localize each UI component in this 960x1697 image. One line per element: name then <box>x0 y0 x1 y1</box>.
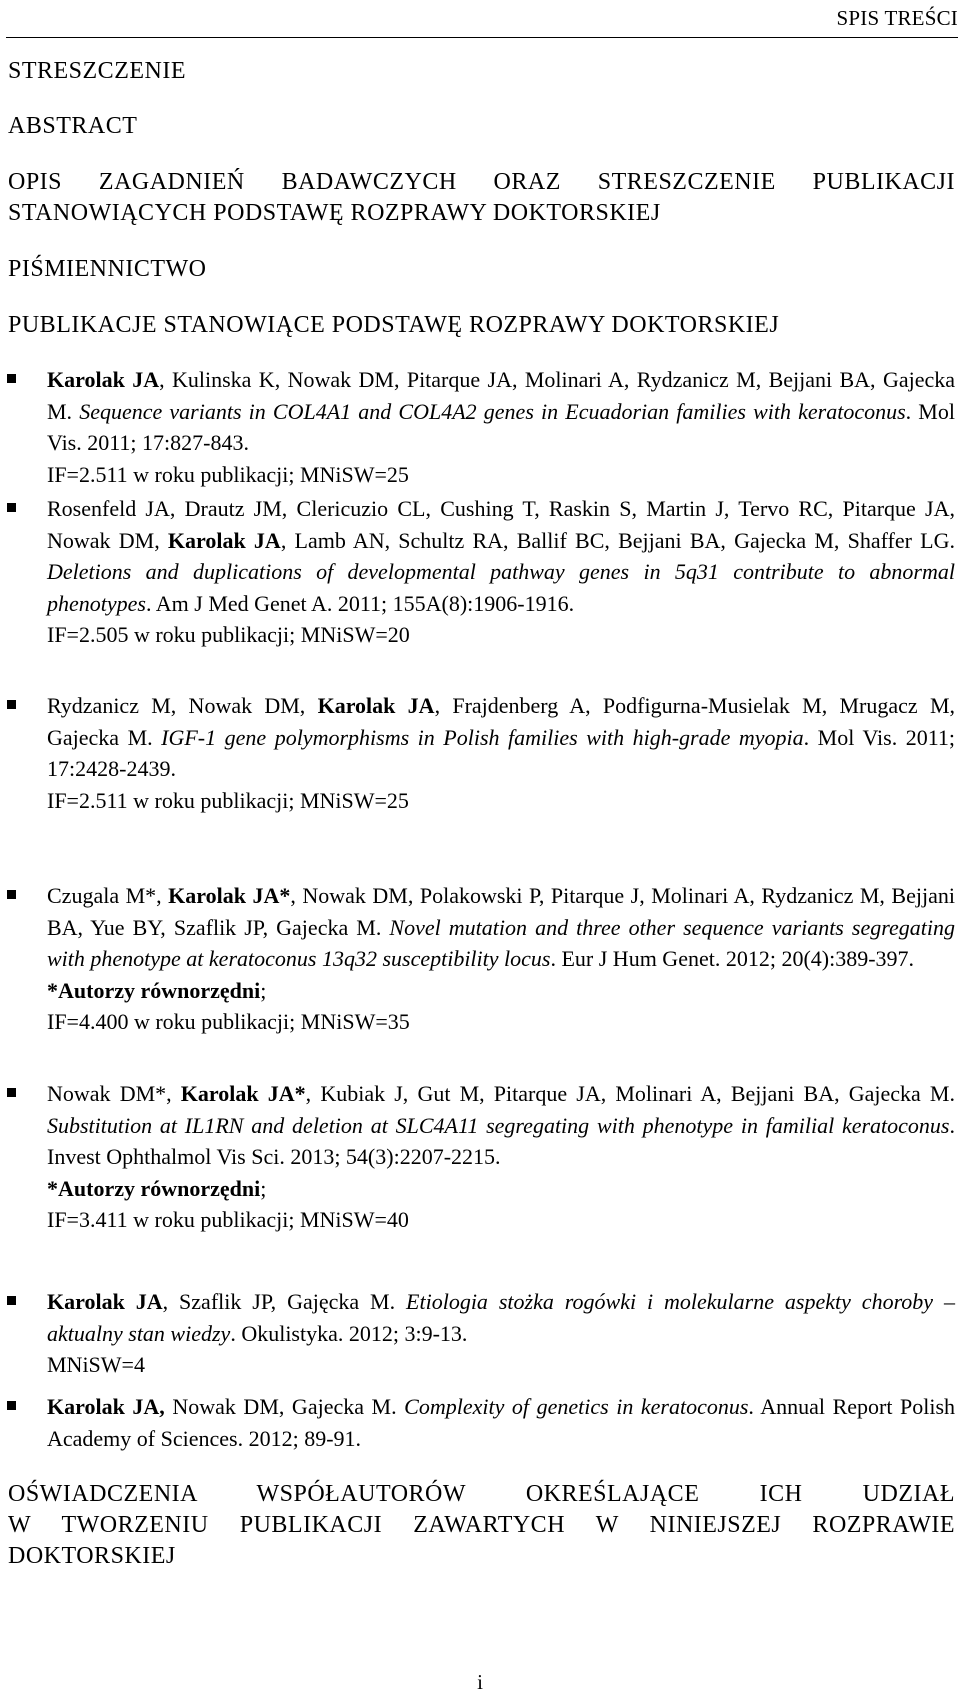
publication-item <box>47 1078 955 1236</box>
toc-entry-publikacje[interactable]: PUBLIKACJE STANOWIĄCE PODSTAWĘ ROZPRAWY DOKTORSKIEJ <box>8 312 780 338</box>
toc-entry-abstract[interactable]: ABSTRACT <box>8 113 138 139</box>
journal: . Okulistyka. 2012; 3:9-13. <box>230 1320 468 1346</box>
authors: , Kulinska K, Nowak DM, Pitarque JA, Molinari A, Rydzanicz M, Bejjani BA, Gajecka M. <box>47 367 956 424</box>
toc-entry-streszczenie[interactable]: STRESZCZENIE <box>8 58 186 84</box>
toc-entry-opis-line2: STANOWIĄCYCH PODSTAWĘ ROZPRAWY DOKTORSKIEJ <box>8 200 661 226</box>
publication-metrics: IF=2.505 w roku publikacji; MNiSW=20 <box>47 622 410 647</box>
authors: Nowak DM*, <box>47 1081 181 1106</box>
publication-title: Novel mutation and three other sequence variants segregating with phenotype at keratoconus 13q32 susceptibility locus <box>47 914 955 971</box>
authors: , Frajdenberg A, Podfigurna-Musielak M, Mrugacz M, Gajecka M. <box>47 693 955 750</box>
publication-title: Sequence variants in COL4A1 and COL4A2 genes in Ecuadorian families with keratoconus <box>79 398 906 424</box>
bullet-icon <box>7 890 16 899</box>
author-highlight: Karolak JA <box>47 1289 163 1314</box>
bullet-icon <box>7 374 16 383</box>
publication-item <box>47 880 955 1038</box>
publication-item <box>47 1286 955 1381</box>
journal: . Am J Med Genet A. 2011; 155A(8):1906-1916. <box>145 590 575 616</box>
note-suffix: ; <box>260 1175 267 1201</box>
author-highlight: Karolak JA <box>317 693 435 718</box>
header-rule <box>6 37 958 38</box>
publication-title: Etiologia stożka rogówki i molekularne aspekty choroby – aktualny stan wiedzy <box>47 1289 955 1346</box>
author-highlight: Karolak JA* <box>180 1081 306 1106</box>
authors: , Kubiak J, Gut M, Pitarque JA, Molinari A, Bejjani BA, Gajecka M. <box>305 1081 955 1106</box>
page-number: i <box>477 1670 483 1694</box>
publication-metrics: IF=3.411 w roku publikacji; MNiSW=40 <box>47 1207 409 1232</box>
bullet-icon <box>7 1401 16 1410</box>
publication-title: Substitution at IL1RN and deletion at SLC4A11 segregating with phenotype in familial keratoconus <box>47 1112 950 1138</box>
authors: , Szaflik JP, Gajęcka M. <box>162 1289 396 1314</box>
publication-title: Deletions and duplications of developmental pathway genes in 5q31 contribute to abnormal phenotypes <box>47 559 955 616</box>
toc-entry-pismiennictwo[interactable]: PIŚMIENNICTWO <box>8 256 207 282</box>
toc-entry-oswiadczenia-line3: DOKTORSKIEJ <box>8 1543 176 1569</box>
author-highlight: Karolak JA* <box>168 883 291 908</box>
toc-entry-oswiadczenia[interactable] <box>8 1479 955 1572</box>
publication-item <box>47 493 955 651</box>
publication-item <box>47 364 955 490</box>
publication-metrics: IF=2.511 w roku publikacji; MNiSW=25 <box>47 461 409 487</box>
equal-contribution-note: *Autorzy równorzędni <box>47 1175 261 1201</box>
toc-entry-opis[interactable] <box>8 167 955 229</box>
publication-item <box>47 1391 955 1454</box>
publication-title: IGF-1 gene polymorphisms in Polish families with high-grade myopia <box>161 724 804 750</box>
authors: Rydzanicz M, Nowak DM, <box>47 693 318 718</box>
authors: Czugala M*, <box>47 883 169 908</box>
authors: Rosenfeld JA, Drautz JM, Clericuzio CL, Cushing T, Raskin S, Martin J, Tervo RC, Pitarque JA, Nowak DM, <box>47 496 955 553</box>
journal: . Annual Report Polish Academy of Sciences. 2012; 89-91. <box>47 1394 956 1451</box>
bullet-icon <box>7 1296 16 1305</box>
authors: , Lamb AN, Schultz RA, Ballif BC, Bejjani BA, Gajecka M, Shaffer LG. <box>280 527 955 553</box>
publication-title: Complexity of genetics in keratoconus <box>404 1394 749 1419</box>
bullet-icon <box>7 700 16 709</box>
authors: , Nowak DM, Polakowski P, Pitarque J, Molinari A, Rydzanicz M, Bejjani BA, Yue BY, Szaflik JP, Gajecka M. <box>47 883 955 940</box>
author-highlight: Karolak JA <box>167 527 281 553</box>
journal: . Invest Ophthalmol Vis Sci. 2013; 54(3):2207-2215. <box>47 1112 955 1169</box>
publication-metrics: IF=2.511 w roku publikacji; MNiSW=25 <box>47 787 409 813</box>
publication-metrics: MNiSW=4 <box>47 1352 145 1377</box>
publication-item <box>47 690 955 816</box>
journal: . Mol Vis. 2011; 17:827-843. <box>47 398 955 455</box>
running-header: SPIS TREŚCI <box>836 6 958 30</box>
equal-contribution-note: *Autorzy równorzędni <box>47 977 261 1003</box>
toc-entry-oswiadczenia-line1: OŚWIADCZENIA WSPÓŁAUTORÓW OKREŚLAJĄCE ICH UDZIAŁ <box>8 1481 955 1507</box>
authors: Nowak DM, Gajecka M. <box>164 1394 397 1419</box>
toc-entry-oswiadczenia-line2: W TWORZENIU PUBLIKACJI ZAWARTYCH W NINIEJSZEJ ROZPRAWIE <box>8 1512 955 1538</box>
author-highlight: Karolak JA <box>47 367 160 392</box>
bullet-icon <box>7 1088 16 1097</box>
bullet-icon <box>7 503 16 512</box>
journal: . Mol Vis. 2011; 17:2428-2439. <box>47 724 956 781</box>
author-highlight: Karolak JA, <box>47 1394 165 1419</box>
journal: . Eur J Hum Genet. 2012; 20(4):389-397. <box>550 946 915 971</box>
note-suffix: ; <box>260 977 267 1003</box>
toc-entry-opis-line1: OPIS ZAGADNIEŃ BADAWCZYCH ORAZ STRESZCZENIE PUBLIKACJI <box>8 169 955 195</box>
publication-metrics: IF=4.400 w roku publikacji; MNiSW=35 <box>47 1009 410 1034</box>
